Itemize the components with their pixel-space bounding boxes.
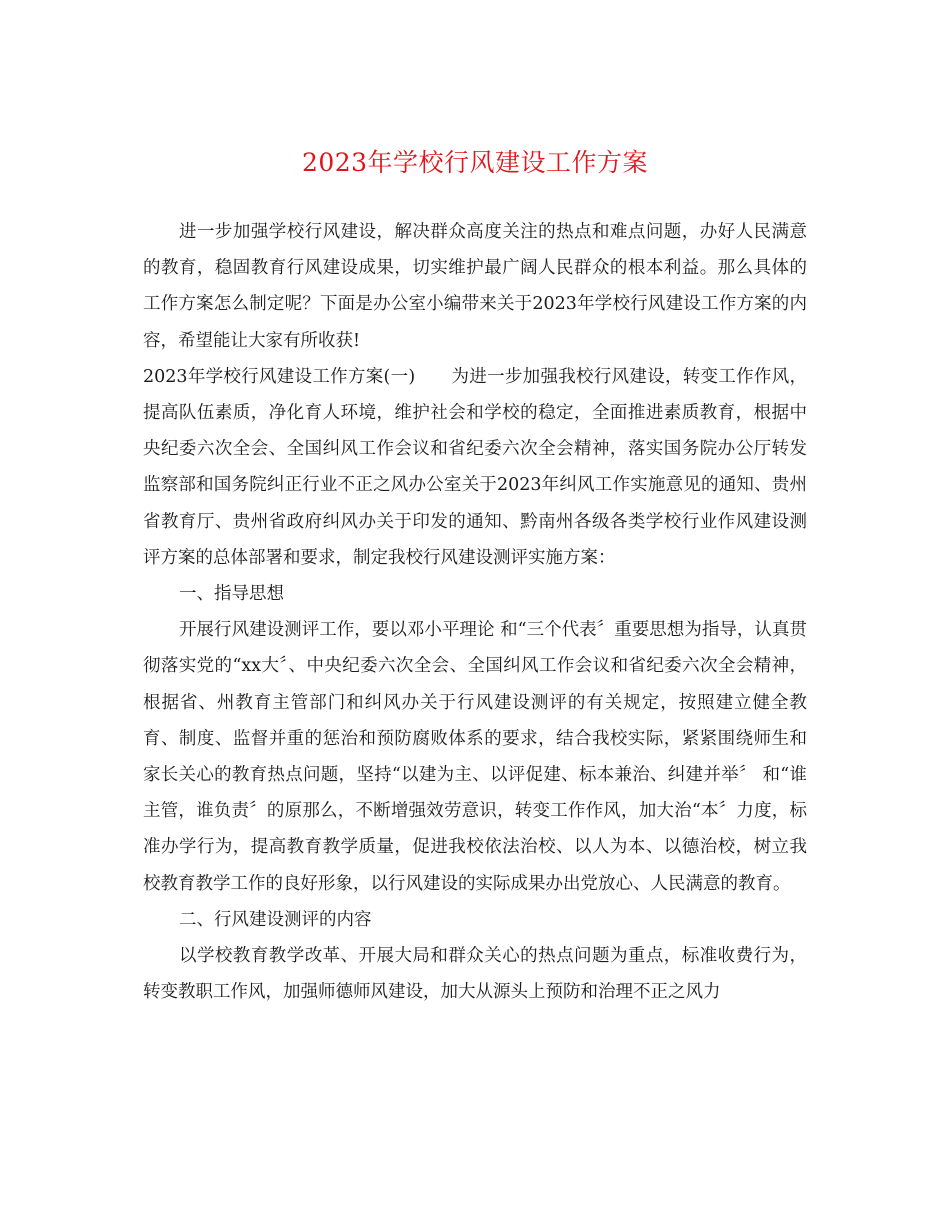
- intro-paragraph: 进一步加强学校行风建设，解决群众高度关注的热点和难点问题，办好人民满意的教育，稳固教育行风建设成果，切实维护最广阔人民群众的根本利益。那么具体的工作方案怎么制定呢？下面是办公室小编带来关于2023年学校行风建设工作方案的内容，希望能让大家有所收获!: [143, 222, 807, 351]
- document-body: [143, 214, 807, 1010]
- guiding-ideology-paragraph: 开展行风建设测评工作，要以邓小平理论 和“三个代表〞重要思想为指导，认真贯彻落实党的“xx大〞、中央纪委六次全会、全国纠风工作会议和省纪委六次全会精神，根据省、州教育主管部门和纠风办关于行风建设测评的有关规定，按照建立健全教育、制度、监督并重的惩治和预防腐败体系的要求，结合我校实际，紧紧围绕师生和家长关心的教育热点问题，坚持“以建为主、以评促建、标本兼治、纠建并举〞 和“谁主管，谁负责〞的原那么，不断增强效劳意识，转变工作作风，加大治“本〞力度，标准办学行为，提高教育教学质量，促进我校依法治校、以人为本、以德治校，树立我校教育教学工作的良好形象，以行风建设的实际成果办出党放心、人民满意的教育。: [143, 620, 807, 894]
- heading-evaluation-content: 二、行风建设测评的内容: [179, 909, 372, 930]
- evaluation-content-paragraph: 以学校教育教学改革、开展大局和群众关心的热点问题为重点，标准收费行为，转变教职工作风，加强师德师风建设，加大从源头上预防和治理不正之风力: [143, 946, 807, 1003]
- heading-guiding-ideology: 一、指导思想: [179, 584, 284, 605]
- page-title: 2023年学校行风建设工作方案: [301, 148, 649, 177]
- section-1-heading: 2023年学校行风建设工作方案(一): [143, 366, 416, 387]
- section-1-text: 为进一步加强我校行风建设，转变工作作风，提高队伍素质，净化育人环境，维护社会和学校的稳定，全面推进素质教育，根据中央纪委六次全会、全国纠风工作会议和省纪委六次全会精神，落实国务院办公厅转发监察部和国务院纠正行业不正之风办公室关于2023年纠风工作实施意见的通知、贵州省教育厅、贵州省政府纠风办关于印发的通知、黔南州各级各类学校行业作风建设测评方案的总体部署和要求，制定我校行风建设测评实施方案：: [143, 366, 807, 568]
- section-1-paragraph: [143, 359, 807, 576]
